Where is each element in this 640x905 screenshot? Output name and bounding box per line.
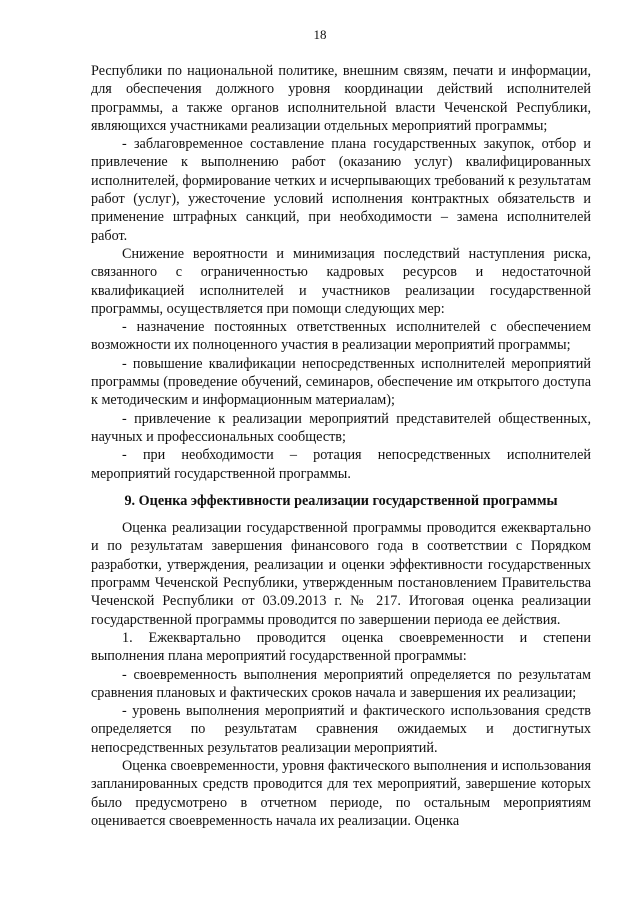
list-item-timeliness: - своевременность выполнения мероприятий определяется по результатам сравнения плановых и фактических сроков начала и завершения их реализации;: [91, 666, 591, 701]
list-item-responsible-executors: - назначение постоянных ответственных исполнителей с обеспечением возможности их полноценного участия в реализации мероприятий программы;: [91, 319, 591, 354]
paragraph-continuation: Республики по национальной политике, внешним связям, печати и информации, для обеспечения должного уровня координации действий исполнителей программы, а также органов исполнительной власти Чеченской Республики, являющихся участниками реализации отдельных мероприятий программы;: [91, 63, 591, 134]
list-item-rotation: - при необходимости – ротация непосредственных исполнителей мероприятий государственной программы.: [91, 447, 591, 482]
paragraph-staff-risk: Снижение вероятности и минимизация последствий наступления риска, связанного с ограниченностью кадровых ресурсов и недостаточной квалификацией исполнителей и участников реализации государственной программы, осуществляется при помощи следующих мер:: [91, 245, 591, 317]
page-number: 18: [313, 27, 327, 42]
paragraph-evaluation-order: Оценка реализации государственной программы проводится ежеквартально и по результатам завершения финансового года в соответствии с Порядком разработки, утверждения, реализации и оценки эффективности государственных программ Чеченской Республики, утвержденным постановлением Правительства Чеченской Республики от 03.09.2013 г. № 217. Итоговая оценка реализации государственной программы проводится по завершении периода ее действия.: [91, 520, 591, 628]
section-heading: 9. Оценка эффективности реализации государственной программы: [124, 492, 558, 509]
list-item-qualification: - повышение квалификации непосредственных исполнителей мероприятий программы (проведение обучений, семинаров, обеспечение им открытого доступа к методическим и информационным материалам);: [91, 355, 591, 409]
list-item-execution-level: - уровень выполнения мероприятий и фактического использования средств определяется по результатам сравнения ожидаемых и достигнутых непосредственных результатов реализации мероприятий.: [91, 703, 591, 756]
paragraph-evaluation-scope: Оценка своевременности, уровня фактического выполнения и использования запланированных средств проводится для тех мероприятий, завершение которых было предусмотрено в отчетном периоде, по остальным мероприятиям оценивается своевременность начала их реализации. Оценка: [91, 757, 591, 829]
paragraph-quarterly-evaluation: 1. Ежеквартально проводится оценка своевременности и степени выполнения плана мероприятий государственной программы:: [91, 629, 591, 665]
list-item-procurement: - заблаговременное составление плана государственных закупок, отбор и привлечение к выполнению работ (оказанию услуг) квалифицированных исполнителей, формирование четких и исчерпывающих требований к результатам работ (услуг), ужесточение условий исполнения контрактных обязательств и применение штрафных санкций, при необходимости – замена исполнителей работ.: [91, 136, 591, 244]
list-item-communities: - привлечение к реализации мероприятий представителей общественных, научных и профессиональных сообществ;: [91, 410, 591, 445]
document-body: [91, 62, 591, 830]
